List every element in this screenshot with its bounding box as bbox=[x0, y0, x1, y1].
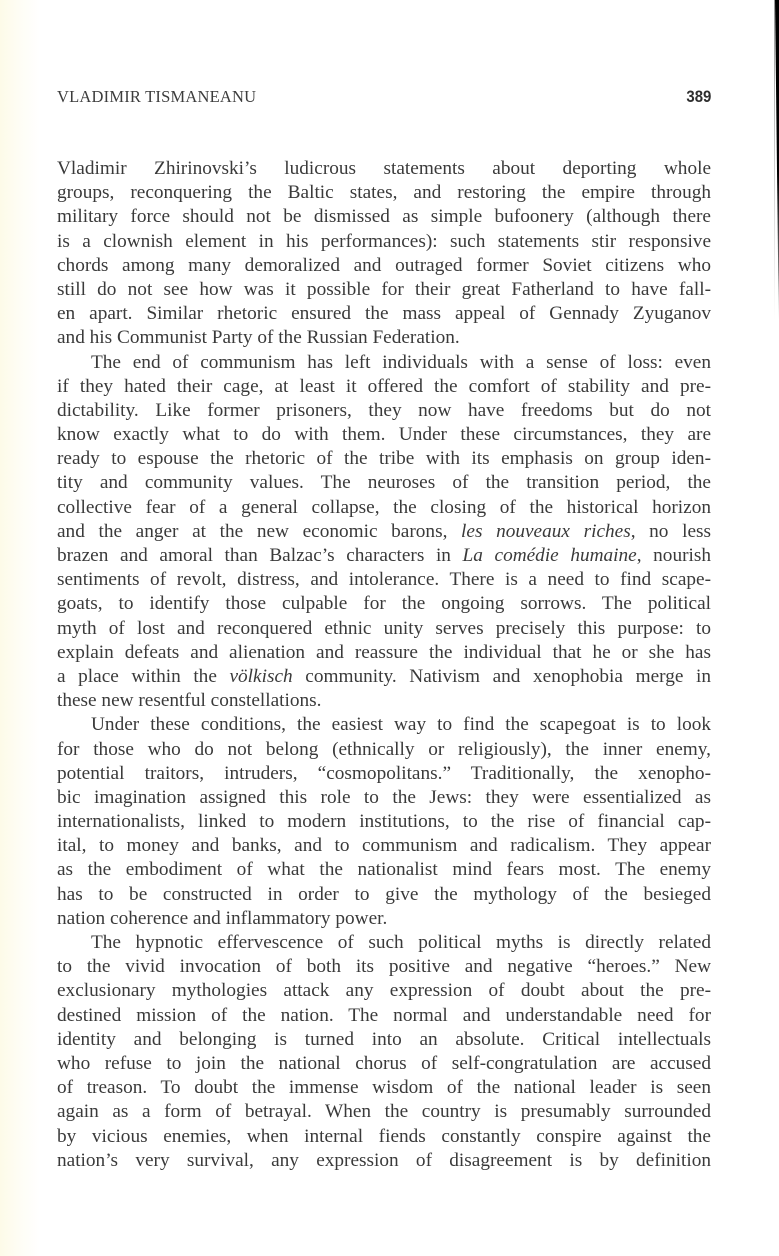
text-line bbox=[57, 810, 711, 834]
text-line bbox=[57, 568, 711, 592]
text-run: as the embodiment of what the nationalist mind fears most. The enemy bbox=[57, 859, 711, 881]
text-line bbox=[57, 979, 711, 1003]
text-line bbox=[57, 665, 711, 689]
text-run: nation coherence and inflammatory power. bbox=[57, 907, 388, 929]
text-line bbox=[57, 375, 711, 399]
text-run: and the anger at the new economic barons, bbox=[57, 520, 462, 542]
paragraph bbox=[57, 157, 711, 351]
text-run: these new resentful constellations. bbox=[57, 690, 322, 712]
paragraph bbox=[57, 713, 711, 931]
text-line bbox=[57, 205, 711, 229]
paragraph bbox=[57, 351, 711, 714]
text-run: nation’s very survival, any expression of disagreement is by definition bbox=[57, 1149, 711, 1171]
text-line bbox=[57, 931, 711, 955]
text-run: sentiments of revolt, distress, and intolerance. There is a need to find scape- bbox=[57, 569, 711, 591]
text-line bbox=[57, 617, 711, 641]
text-line bbox=[57, 1125, 711, 1149]
text-line bbox=[57, 834, 711, 858]
text-line bbox=[57, 1052, 711, 1076]
text-line bbox=[57, 762, 711, 786]
text-run: military force should not be dismissed as simple bufoonery (although there bbox=[57, 206, 711, 228]
text-line bbox=[57, 883, 711, 907]
text-run: goats, to identify those culpable for the ongoing sorrows. The political bbox=[57, 593, 711, 615]
text-run: Under these conditions, the easiest way to find the scapegoat is to look bbox=[91, 714, 711, 736]
text-line bbox=[57, 858, 711, 882]
text-run: exclusionary mythologies attack any expression of doubt about the pre- bbox=[57, 980, 711, 1002]
text-line bbox=[57, 689, 711, 713]
running-head bbox=[57, 87, 711, 111]
text-run: has to be constructed in order to give the mythology of the besieged bbox=[57, 883, 711, 905]
text-run: of treason. To doubt the immense wisdom of the national leader is seen bbox=[57, 1077, 711, 1099]
text-line bbox=[57, 1004, 711, 1028]
text-line bbox=[57, 907, 711, 931]
text-run: and his Communist Party of the Russian Federation. bbox=[57, 327, 460, 349]
text-line bbox=[57, 496, 711, 520]
text-line bbox=[57, 447, 711, 471]
text-run: myth of lost and reconquered ethnic unity serves precisely this purpose: to bbox=[57, 617, 711, 639]
page-number: 389 bbox=[686, 87, 711, 106]
text-run: for those who do not belong (ethnically or religiously), the inner enemy, bbox=[57, 738, 711, 760]
text-line bbox=[57, 181, 711, 205]
text-run: brazen and amoral than Balzac’s characters in bbox=[57, 545, 463, 566]
text-line bbox=[57, 302, 711, 326]
text-run: a place within the bbox=[57, 665, 230, 687]
text-line bbox=[57, 544, 711, 568]
text-run: to the vivid invocation of both its positive and negative “heroes.” New bbox=[57, 956, 711, 978]
text-line bbox=[57, 230, 711, 254]
text-line bbox=[57, 157, 711, 181]
text-run: dictability. Like former prisoners, they now have freedoms but do not bbox=[57, 399, 711, 421]
text-line bbox=[57, 1028, 711, 1052]
paragraph bbox=[57, 931, 711, 1173]
text-run: en apart. Similar rhetoric ensured the mass appeal of Gennady Zyuganov bbox=[57, 303, 711, 325]
body-text bbox=[57, 157, 711, 1173]
text-run: ready to espouse the rhetoric of the tribe with its emphasis on group iden- bbox=[57, 448, 711, 470]
text-run: who refuse to join the national chorus of self-congratulation are accused bbox=[57, 1052, 711, 1074]
text-line bbox=[57, 641, 711, 665]
text-run: The end of communism has left individuals with a sense of loss: even bbox=[91, 351, 711, 373]
text-line bbox=[57, 1149, 711, 1173]
text-run: bic imagination assigned this role to the Jews: they were essentialized as bbox=[57, 786, 711, 808]
text-run: destined mission of the nation. The normal and understandable need for bbox=[57, 1004, 711, 1026]
running-head-author: VLADIMIR TISMANEANU bbox=[57, 87, 257, 106]
italic-phrase: La comédie humaine bbox=[462, 545, 637, 566]
text-run: ital, to money and banks, and to communism and radicalism. They appear bbox=[57, 835, 711, 857]
text-run: identity and belonging is turned into an absolute. Critical intellectuals bbox=[57, 1028, 711, 1050]
text-line bbox=[57, 326, 711, 350]
italic-phrase: les nouveaux riches bbox=[461, 520, 631, 542]
text-run: still do not see how was it possible for their great Fatherland to have fall- bbox=[57, 278, 711, 300]
italic-phrase: völkisch bbox=[229, 665, 293, 687]
text-line bbox=[57, 738, 711, 762]
text-run: groups, reconquering the Baltic states, and restoring the empire through bbox=[57, 182, 711, 204]
text-line bbox=[57, 592, 711, 616]
text-line bbox=[57, 713, 711, 737]
text-run: internationalists, linked to modern institutions, to the rise of financial cap- bbox=[57, 811, 711, 833]
text-run: is a clownish element in his performances): such statements stir responsive bbox=[57, 230, 711, 252]
text-line bbox=[57, 955, 711, 979]
text-run: , no less bbox=[630, 520, 712, 542]
text-line bbox=[57, 1076, 711, 1100]
text-run: Vladimir Zhirinovski’s ludicrous statements about deporting whole bbox=[57, 158, 711, 179]
text-run: if they hated their cage, at least it offered the comfort of stability and pre- bbox=[57, 375, 711, 397]
text-run: , nourish bbox=[636, 545, 712, 566]
text-run: again as a form of betrayal. When the country is presumably surrounded bbox=[57, 1101, 711, 1123]
text-line bbox=[57, 278, 711, 302]
page-edge-line bbox=[774, 0, 775, 320]
text-run: explain defeats and alienation and reassure the individual that he or she has bbox=[57, 641, 711, 663]
text-line bbox=[57, 786, 711, 810]
text-run: collective fear of a general collapse, the closing of the historical horizon bbox=[57, 496, 711, 518]
text-line bbox=[57, 351, 711, 375]
text-line bbox=[57, 471, 711, 495]
text-line bbox=[57, 520, 711, 544]
text-run: chords among many demoralized and outraged former Soviet citizens who bbox=[57, 254, 711, 276]
text-line bbox=[57, 254, 711, 278]
text-line bbox=[57, 1100, 711, 1124]
text-run: potential traitors, intruders, “cosmopolitans.” Traditionally, the xenopho- bbox=[57, 762, 711, 784]
text-run: by vicious enemies, when internal fiends constantly conspire against the bbox=[57, 1125, 711, 1147]
text-run: tity and community values. The neuroses of the transition period, the bbox=[57, 472, 711, 494]
text-line bbox=[57, 423, 711, 447]
text-run: The hypnotic effervescence of such political myths is directly related bbox=[91, 932, 711, 953]
text-run: know exactly what to do with them. Under these circumstances, they are bbox=[57, 424, 711, 446]
text-line bbox=[57, 399, 711, 423]
text-run: community. Nativism and xenophobia merge in bbox=[292, 665, 712, 687]
